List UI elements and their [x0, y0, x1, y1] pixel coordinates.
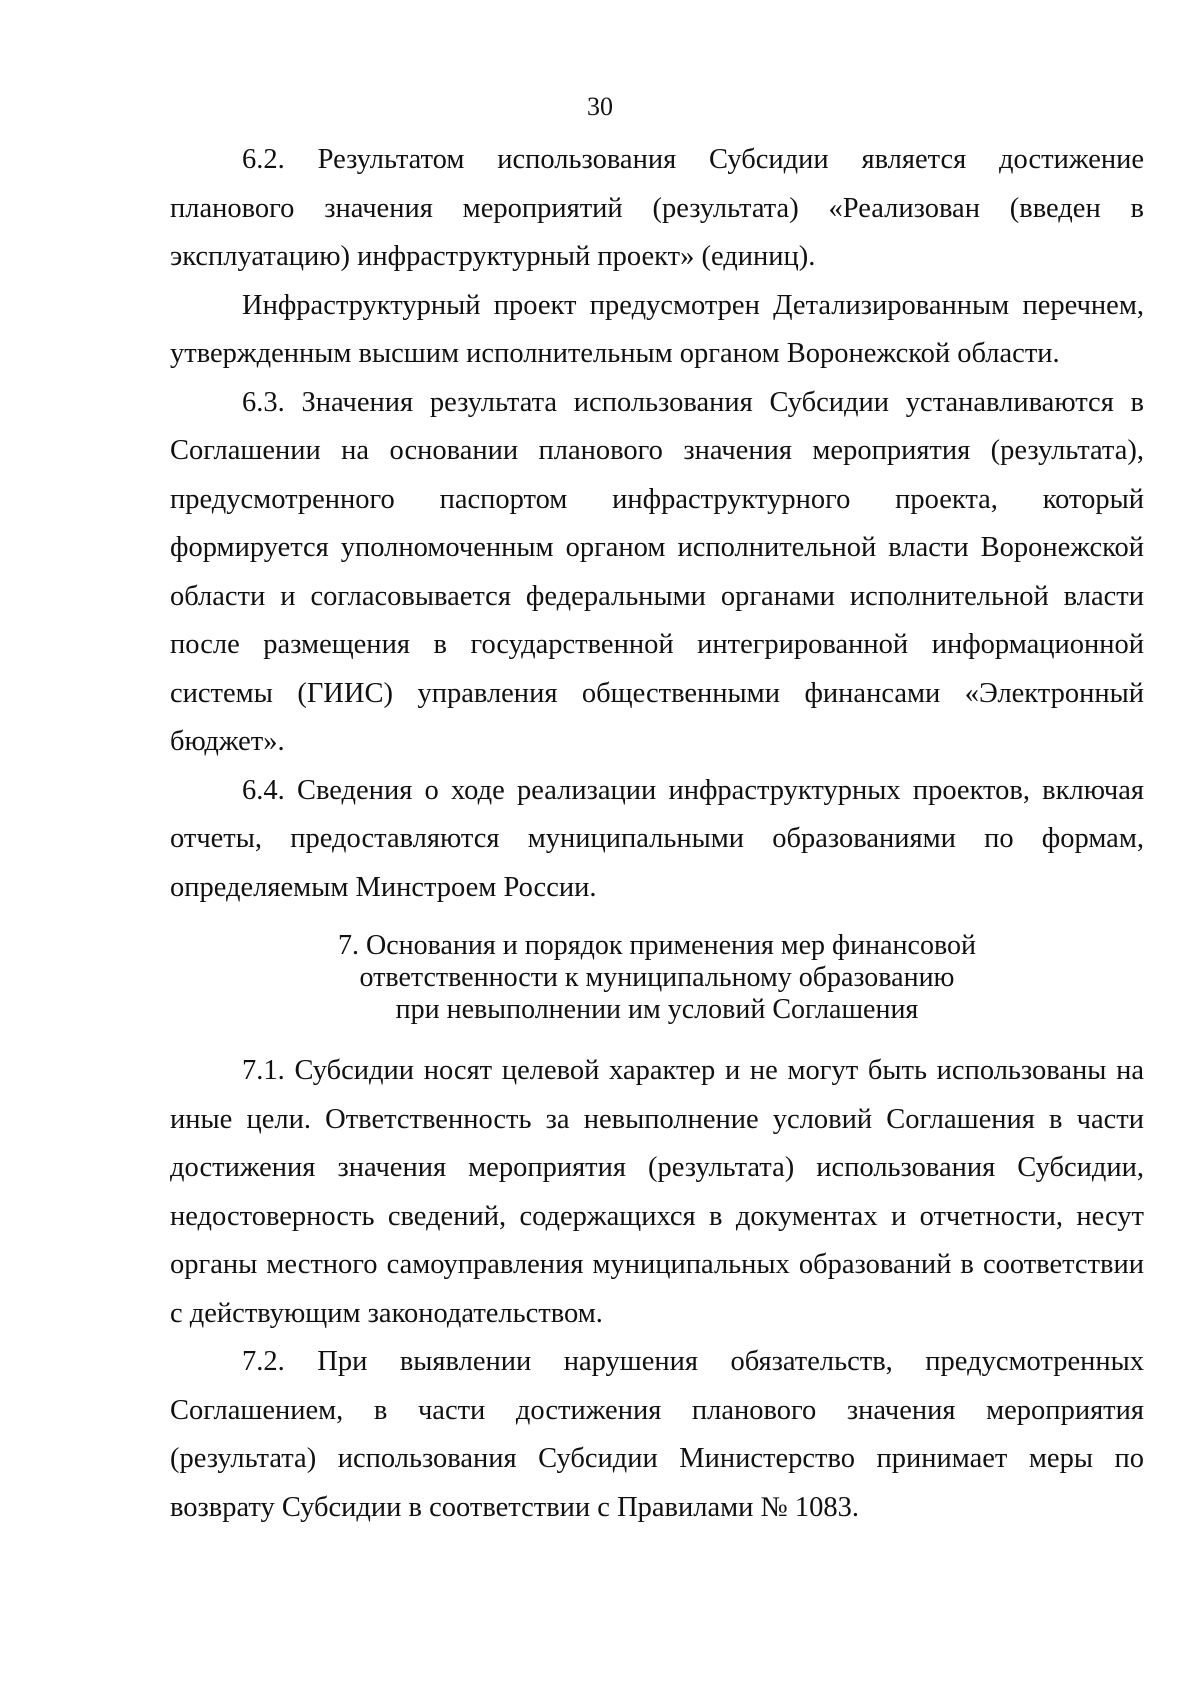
section-6-body [170, 136, 1144, 912]
page-number: 30 [587, 92, 613, 121]
paragraph-7-1: 7.1. Субсидии носят целевой характер и не могут быть использованы на иные цели. Ответственность за невыполнение условий Соглашения в части достижения значения мероприятия (результата) использования Субсидии, недостоверность сведений, содержащихся в документах и отчетности, несут органы местного самоуправления муниципальных образований в соответствии с действующим законодательством. [170, 1055, 1144, 1329]
section-7-heading [170, 930, 1144, 1026]
section-7-heading-line-2: ответственности к муниципальному образованию [359, 962, 955, 993]
paragraph-6-3: 6.3. Значения результата использования Субсидии устанавливаются в Соглашении на основании планового значения мероприятия (результата), предусмотренного паспортом инфраструктурного проекта, который формируется уполномоченным органом исполнительной власти Воронежской области и согласовывается федеральными органами исполнительной власти после размещения в государственной интегрированной информационной системы (ГИИС) управления общественными финансами «Электронный бюджет». [170, 386, 1144, 757]
paragraph-7-2: 7.2. При выявлении нарушения обязательств, предусмотренных Соглашением, в части достижения планового значения мероприятия (результата) использования Субсидии Министерство принимает меры по возврату Субсидии в соответствии с Правилами № 1083. [170, 1346, 1144, 1523]
section-7-heading-line-3: при невыполнении им условий Соглашения [395, 994, 919, 1025]
section-7-heading-line-1: 7. Основания и порядок применения мер финансовой [338, 930, 976, 961]
section-7-body [170, 1047, 1144, 1532]
paragraph-infrastructure-project: Инфраструктурный проект предусмотрен Детализированным перечнем, утвержденным высшим исполнительным органом Воронежской области. [170, 289, 1144, 369]
paragraph-6-2: 6.2. Результатом использования Субсидии является достижение планового значения мероприятий (результата) «Реализован (введен в эксплуатацию) инфраструктурный проект» (единиц). [170, 144, 1144, 272]
paragraph-6-4: 6.4. Сведения о ходе реализации инфраструктурных проектов, включая отчеты, предоставляются муниципальными образованиями по формам, определяемым Минстроем России. [170, 774, 1144, 903]
